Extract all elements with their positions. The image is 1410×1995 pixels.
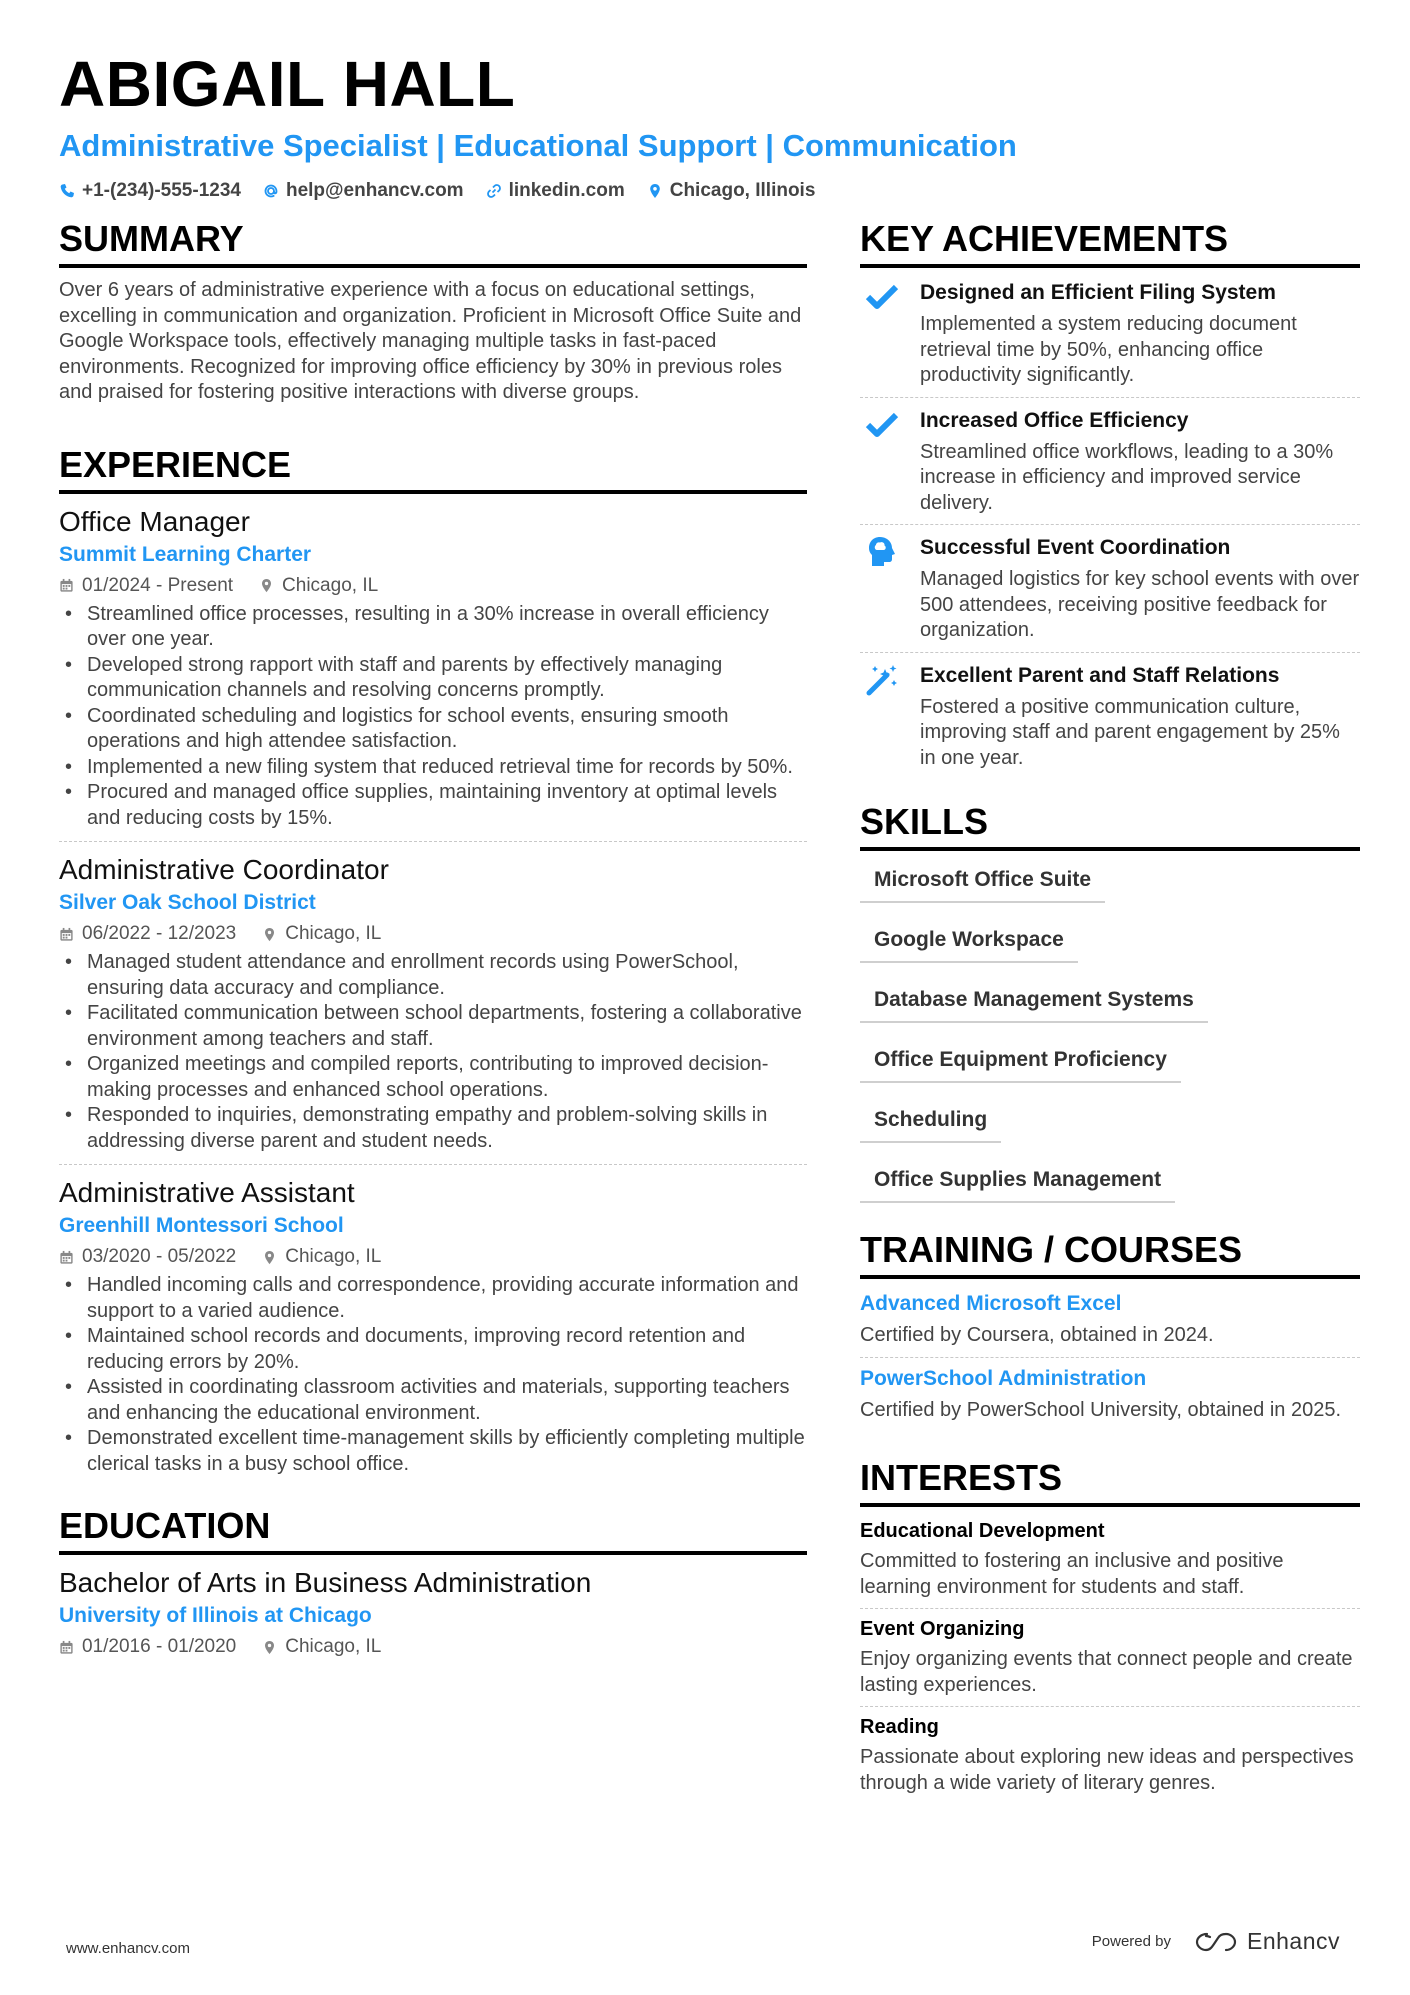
map-pin-icon: [262, 1250, 277, 1265]
map-pin-icon: [262, 1640, 277, 1655]
bullet-item: • Handled incoming calls and correspondence, providing accurate information and support to a varied audience.: [87, 1273, 807, 1324]
interest-desc: Enjoy organizing events that connect people and create lasting experiences.: [860, 1648, 1353, 1696]
interest-item: [860, 1609, 1360, 1707]
experience-heading: EXPERIENCE: [59, 444, 807, 494]
job-entry: [59, 852, 807, 1165]
job-meta: [59, 572, 807, 600]
checkmark-icon: [865, 408, 899, 442]
bullet-item: • Responded to inquiries, demonstrating empathy and problem-solving skills in addressing diverse parent and student needs.: [87, 1103, 807, 1154]
job-title: Administrative Assistant: [59, 1177, 355, 1208]
skill-tag: Google Workspace: [860, 917, 1078, 963]
achievements-heading: KEY ACHIEVEMENTS: [860, 218, 1360, 268]
training-heading: TRAINING / COURSES: [860, 1229, 1360, 1279]
skills-heading: SKILLS: [860, 801, 1360, 851]
job-location-text: Chicago, IL: [285, 1246, 382, 1267]
right-column: [860, 218, 1360, 1804]
link-icon: [486, 183, 502, 199]
calendar-icon: [59, 578, 74, 593]
achievement-desc: Streamlined office workflows, leading to a 30% increase in efficiency and improved service delivery.: [920, 440, 1334, 514]
job-dates-text: 01/2024 - Present: [82, 574, 234, 596]
degree-title: Bachelor of Arts in Business Administration: [59, 1567, 592, 1598]
education-dates-text: 01/2016 - 01/2020: [82, 1636, 237, 1657]
job-title: Administrative Coordinator: [59, 854, 389, 885]
map-pin-icon: [259, 578, 274, 593]
skills-section: [860, 801, 1360, 1203]
company-name: Silver Oak School District: [59, 891, 316, 914]
education-location-text: Chicago, IL: [285, 1636, 382, 1657]
job-dates-text: 03/2020 - 05/2022: [82, 1246, 237, 1267]
achievements-section: [860, 218, 1360, 779]
phone-icon: [59, 183, 75, 199]
job-dates: [59, 920, 236, 948]
achievement-title: Excellent Parent and Staff Relations: [920, 663, 1280, 687]
bullet-item: • Managed student attendance and enrollment records using PowerSchool, ensuring data accuracy and compliance.: [87, 950, 807, 1001]
job-meta: [59, 920, 807, 948]
calendar-icon: [59, 1640, 74, 1655]
interest-item: [860, 1511, 1360, 1609]
powered-by-text: Powered by: [1091, 1933, 1171, 1950]
summary-heading: SUMMARY: [59, 218, 807, 268]
map-pin-icon: [262, 927, 277, 942]
footer-website[interactable]: www.enhancv.com: [66, 1940, 190, 1957]
job-bullets: [59, 950, 807, 1154]
job-dates: [59, 1243, 236, 1271]
interest-desc: Passionate about exploring new ideas and perspectives through a wide variety of literary genres.: [860, 1746, 1354, 1794]
resume-header: [59, 48, 1359, 204]
achievement-item: [860, 525, 1360, 653]
candidate-name: ABIGAIL HALL: [59, 48, 516, 120]
course-title: Advanced Microsoft Excel: [860, 1292, 1122, 1315]
contact-bar: [59, 178, 1359, 204]
achievement-item: [860, 653, 1360, 780]
bullet-item: • Implemented a new filing system that reduced retrieval time for records by 50%.: [87, 755, 807, 781]
head-brain-icon: [865, 535, 899, 569]
interest-desc: Committed to fostering an inclusive and positive learning environment for students and staff.: [860, 1550, 1284, 1598]
company-name: Summit Learning Charter: [59, 542, 312, 566]
training-section: [860, 1229, 1360, 1431]
skill-tag: Scheduling: [860, 1097, 1001, 1143]
school-name: University of Illinois at Chicago: [59, 1604, 372, 1627]
linkedin-text: linkedin.com: [508, 180, 625, 201]
skills-list: [860, 857, 1360, 1203]
job-location: [262, 1243, 381, 1271]
job-location: [262, 920, 381, 948]
enhancv-logo[interactable]: [1193, 1928, 1340, 1955]
footer-branding: [1092, 1928, 1340, 1955]
contact-linkedin[interactable]: [486, 178, 625, 204]
bullet-item: • Assisted in coordinating classroom activities and materials, supporting teachers and enhancing the educational environment.: [87, 1375, 807, 1426]
education-meta: [59, 1633, 807, 1661]
candidate-title: Administrative Specialist | Educational Support | Communication: [59, 128, 1017, 163]
interests-section: [860, 1457, 1360, 1804]
job-location: [259, 572, 378, 600]
achievement-title: Successful Event Coordination: [920, 536, 1231, 559]
job-dates: [59, 572, 233, 600]
course-item: [860, 1283, 1360, 1358]
magic-wand-icon: [865, 663, 899, 697]
job-location-text: Chicago, IL: [282, 574, 379, 596]
education-location: [262, 1633, 381, 1661]
contact-location: [647, 178, 816, 204]
skill-tag: Office Supplies Management: [860, 1157, 1175, 1203]
bullet-item: • Maintained school records and documents, improving record retention and reducing errors by 20%.: [87, 1324, 807, 1375]
interest-item: [860, 1707, 1360, 1804]
brand-text: Enhancv: [1246, 1928, 1340, 1954]
calendar-icon: [59, 1250, 74, 1265]
skill-tag: Microsoft Office Suite: [860, 857, 1105, 903]
calendar-icon: [59, 927, 74, 942]
bullet-item: • Developed strong rapport with staff and parents by effectively managing communication channels and resolving concerns promptly.: [87, 653, 807, 704]
achievement-desc: Managed logistics for key school events with over 500 attendees, receiving positive feedback for organization.: [920, 568, 1360, 641]
interest-title: Educational Development: [860, 1520, 1105, 1542]
at-sign-icon: [263, 183, 279, 199]
job-bullets: [59, 602, 807, 832]
bullet-item: • Facilitated communication between school departments, fostering a collaborative environment among teachers and staff.: [87, 1001, 807, 1052]
contact-email[interactable]: [263, 178, 464, 204]
job-meta: [59, 1243, 807, 1271]
bullet-item: • Procured and managed office supplies, maintaining inventory at optimal levels and reducing costs by 15%.: [87, 780, 807, 831]
interest-title: Event Organizing: [860, 1618, 1025, 1640]
contact-phone[interactable]: [59, 178, 241, 204]
job-dates-text: 06/2022 - 12/2023: [82, 923, 237, 944]
course-title: PowerSchool Administration: [860, 1366, 1147, 1390]
skill-tag: Database Management Systems: [860, 977, 1208, 1023]
summary-text: Over 6 years of administrative experience with a focus on educational settings, excelling in communication and organization. Proficient in Microsoft Office Suite and Google Workspace tools, effectively managing multiple tasks in fast-paced environments. Recognized for improving office efficiency by 30% in previous roles and praised for fostering positive interactions with diverse groups.: [59, 279, 802, 403]
education-section: [59, 1505, 807, 1661]
job-entry: [59, 504, 807, 843]
enhancv-logo-icon: [1193, 1929, 1239, 1955]
interest-title: Reading: [860, 1716, 939, 1738]
job-location-text: Chicago, IL: [285, 923, 382, 944]
company-name: Greenhill Montessori School: [59, 1214, 344, 1237]
experience-section: [59, 444, 807, 1488]
job-entry: [59, 1175, 807, 1487]
achievement-item: [860, 398, 1360, 526]
checkmark-icon: [865, 280, 899, 314]
bullet-item: • Demonstrated excellent time-management skills by efficiently completing multiple clerical tasks in a busy school office.: [87, 1426, 807, 1477]
job-title: Office Manager: [59, 505, 250, 537]
bullet-item: • Coordinated scheduling and logistics for school events, ensuring smooth operations and high attendee satisfaction.: [87, 704, 807, 755]
interests-heading: INTERESTS: [860, 1457, 1360, 1507]
bullet-item: • Organized meetings and compiled reports, contributing to improved decision-making processes and enhanced school operations.: [87, 1052, 807, 1103]
achievement-desc: Implemented a system reducing document retrieval time by 50%, enhancing office productivity significantly.: [920, 313, 1297, 386]
course-desc: Certified by Coursera, obtained in 2024.: [860, 1324, 1214, 1346]
achievement-desc: Fostered a positive communication culture, improving staff and parent engagement by 25% in one year.: [920, 695, 1340, 769]
left-column: [59, 218, 807, 1661]
achievement-title: Designed an Efficient Filing System: [920, 281, 1276, 304]
location-text: Chicago, Illinois: [669, 180, 816, 201]
achievement-title: Increased Office Efficiency: [920, 408, 1189, 432]
education-heading: EDUCATION: [59, 1505, 807, 1555]
job-bullets: [59, 1273, 807, 1477]
phone-text: +1-(234)-555-1234: [82, 180, 241, 201]
course-desc: Certified by PowerSchool University, obtained in 2025.: [860, 1398, 1341, 1421]
skill-tag: Office Equipment Proficiency: [860, 1037, 1181, 1083]
course-item: [860, 1358, 1360, 1432]
summary-section: [59, 218, 807, 406]
education-dates: [59, 1633, 236, 1661]
bullet-item: • Streamlined office processes, resulting in a 30% increase in overall efficiency over one year.: [87, 602, 807, 653]
map-pin-icon: [647, 183, 663, 199]
email-text: help@enhancv.com: [285, 180, 464, 201]
achievement-item: [860, 270, 1360, 398]
